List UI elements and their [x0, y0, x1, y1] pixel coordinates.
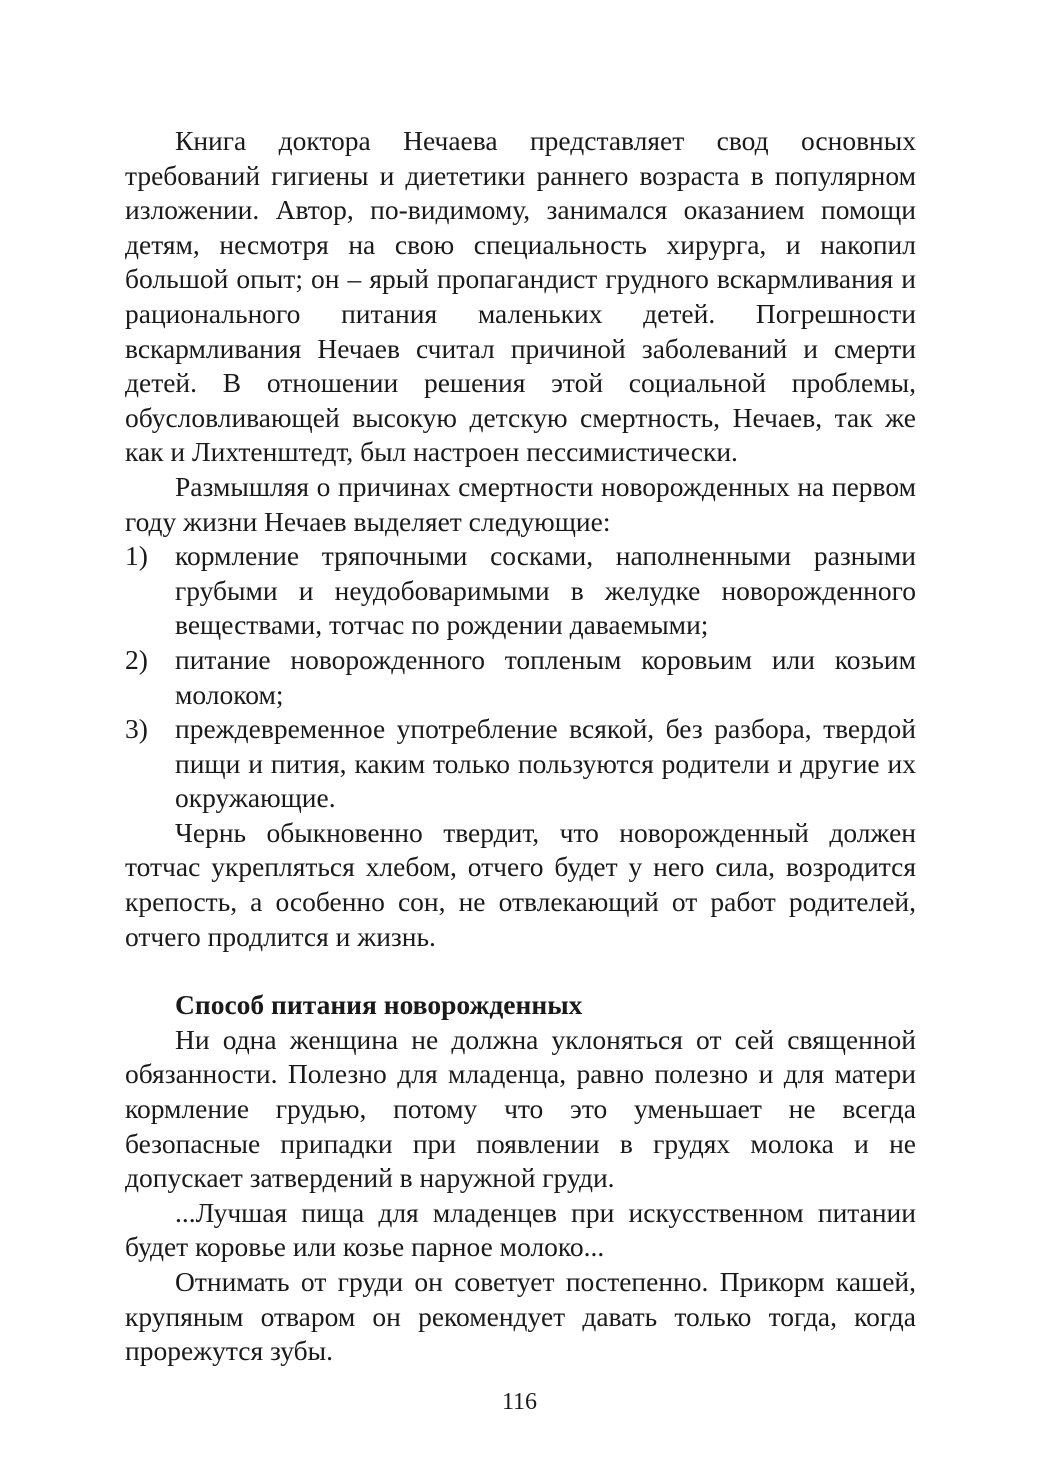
list-item-text: питание новорожденного топленым коровьим или козьим молоком;	[175, 643, 916, 710]
section-heading: Способ питания новорожденных	[175, 989, 583, 1021]
list-item-number: 1)	[125, 540, 148, 572]
paragraph: ...Лучшая пища для младенцев при искусственном питании будет коровье или козье парное молоко...	[125, 1196, 916, 1263]
page-body	[125, 124, 916, 1369]
list-item-text: преждевременное употребление всякой, без разбора, твердой пищи и пития, каким только пользуются родители и другие их окружающие.	[175, 713, 916, 814]
list-item-number: 2)	[125, 643, 148, 675]
list-item	[125, 712, 916, 816]
numbered-list	[125, 539, 916, 816]
list-item-number: 3)	[125, 713, 148, 745]
list-item	[125, 539, 916, 643]
page-number: 116	[501, 1389, 538, 1415]
list-item	[125, 643, 916, 712]
paragraph: Чернь обыкновенно твердит, что новорожденный должен тотчас укрепляться хлебом, отчего будет у него сила, возродится крепость, а особенно сон, не отвлекающий от работ родителей, отчего продлится и жизнь.	[125, 816, 916, 952]
paragraph: Размышляя о причинах смертности новорожденных на первом году жизни Нечаев выделяет следующие:	[125, 470, 916, 537]
paragraph: Книга доктора Нечаева представляет свод основных требований гигиены и диететики раннего возраста в популярном изложении. Автор, по-видимому, занимался оказанием помощи детям, несмотря на свою специальность хирурга, и накопил большой опыт; он – ярый пропагандист грудного вскармливания и рационального питания маленьких детей. Погрешности вскармливания Нечаев считал причиной заболеваний и смерти детей. В отношении решения этой социальной проблемы, обусловливающей высокую детскую смертность, Нечаев, так же как и Лихтенштедт, был настроен пессимистически.	[125, 125, 916, 468]
paragraph: Ни одна женщина не должна уклоняться от сей священной обязанности. Полезно для младенца, равно полезно и для матери кормление грудью, потому что это уменьшает не всегда безопасные припадки при появлении в грудях молока и не допускает затвердений в наружной груди.	[125, 1023, 916, 1194]
list-item-text: кормление тряпочными сосками, наполненными разными грубыми и неудобоваримыми в желудке новорожденного веществами, тотчас по рождении даваемыми;	[175, 540, 916, 641]
paragraph: Отнимать от груди он советует постепенно. Прикорм кашей, крупяным отваром он рекомендует давать только тогда, когда прорежутся зубы.	[125, 1266, 916, 1367]
